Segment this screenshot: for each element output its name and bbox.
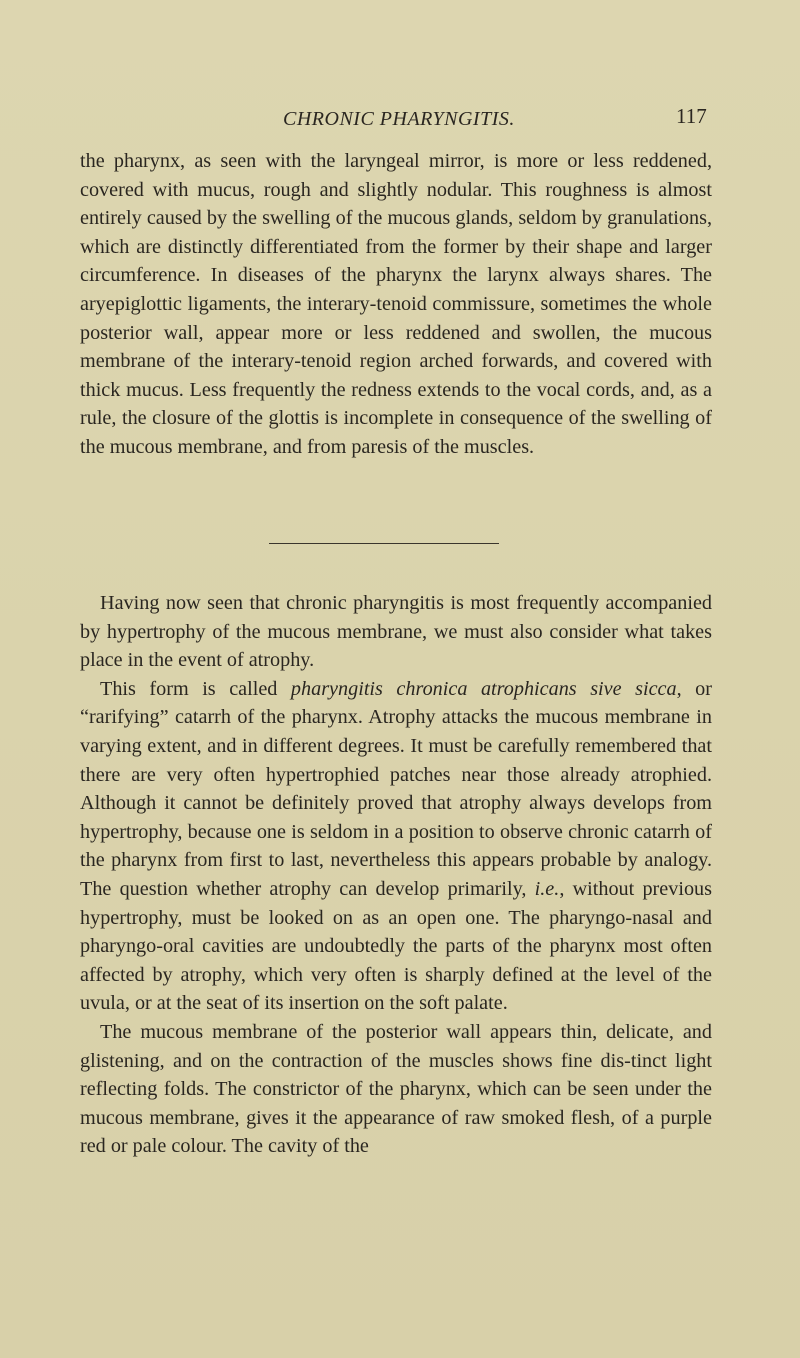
text-section-1	[80, 147, 712, 462]
paragraph-4: The mucous membrane of the posterior wall appears thin, delicate, and glistening, and on the contraction of the muscles shows fine dis-tinct light reflecting folds. The constrictor of the pharynx, which can be seen under the mucous membrane, gives it the appearance of raw smoked flesh, of a purple red or pale colour. The cavity of the	[80, 1020, 712, 1158]
section-divider-rule	[269, 543, 499, 544]
paragraph-3-text-a: This form is called	[100, 677, 291, 700]
paragraph-2: Having now seen that chronic pharyngitis is most frequently accompanied by hypertrophy of the mucous membrane, we must also consider what takes place in the event of atrophy.	[80, 592, 712, 672]
paragraph-3	[80, 675, 712, 1018]
paragraph-3-text-b: , or “rarifying” catarrh of the pharynx. Atrophy attacks the mucous membrane in varying extent, and in different degrees. It must be carefully remembered that there are very often hypertrophied patches near those already atrophied. Although it cannot be definitely proved that atrophy always develops from hypertrophy, because one is seldom in a position to observe chronic catarrh of the pharynx from first to last, nevertheless this appears probable by analogy. The question whether atrophy can develop primarily,	[80, 677, 712, 900]
paragraph-3-italic-ie: i.e.	[534, 877, 560, 900]
paragraph-3-text-c: , without previous hypertrophy, must be looked on as an open one. The pharyngo-nasal and pharyngo-oral cavities are undoubtedly the parts of the pharynx most often affected by atrophy, which very often is sharply defined at the level of the uvula, or at the seat of its insertion on the soft palate.	[80, 877, 712, 1015]
text-section-2	[80, 589, 712, 1161]
running-head: CHRONIC PHARYNGITIS.	[283, 108, 515, 130]
paragraph-3-italic-term: pharyngitis chronica atrophicans sive sicca	[290, 677, 677, 700]
paragraph-1: the pharynx, as seen with the laryngeal mirror, is more or less reddened, covered with mucus, rough and slightly nodular. This roughness is almost entirely caused by the swelling of the mucous glands, seldom by granulations, which are distinctly differentiated from the former by their shape and larger circumference. In diseases of the pharynx the larynx always shares. The aryepiglottic ligaments, the interary-tenoid commissure, sometimes the whole posterior wall, appear more or less reddened and swollen, the mucous membrane of the interary-tenoid region arched forwards, and covered with thick mucus. Less frequently the redness extends to the vocal cords, and, as a rule, the closure of the glottis is incomplete in consequence of the swelling of the mucous membrane, and from paresis of the muscles.	[80, 150, 712, 458]
page-number: 117	[676, 104, 707, 128]
